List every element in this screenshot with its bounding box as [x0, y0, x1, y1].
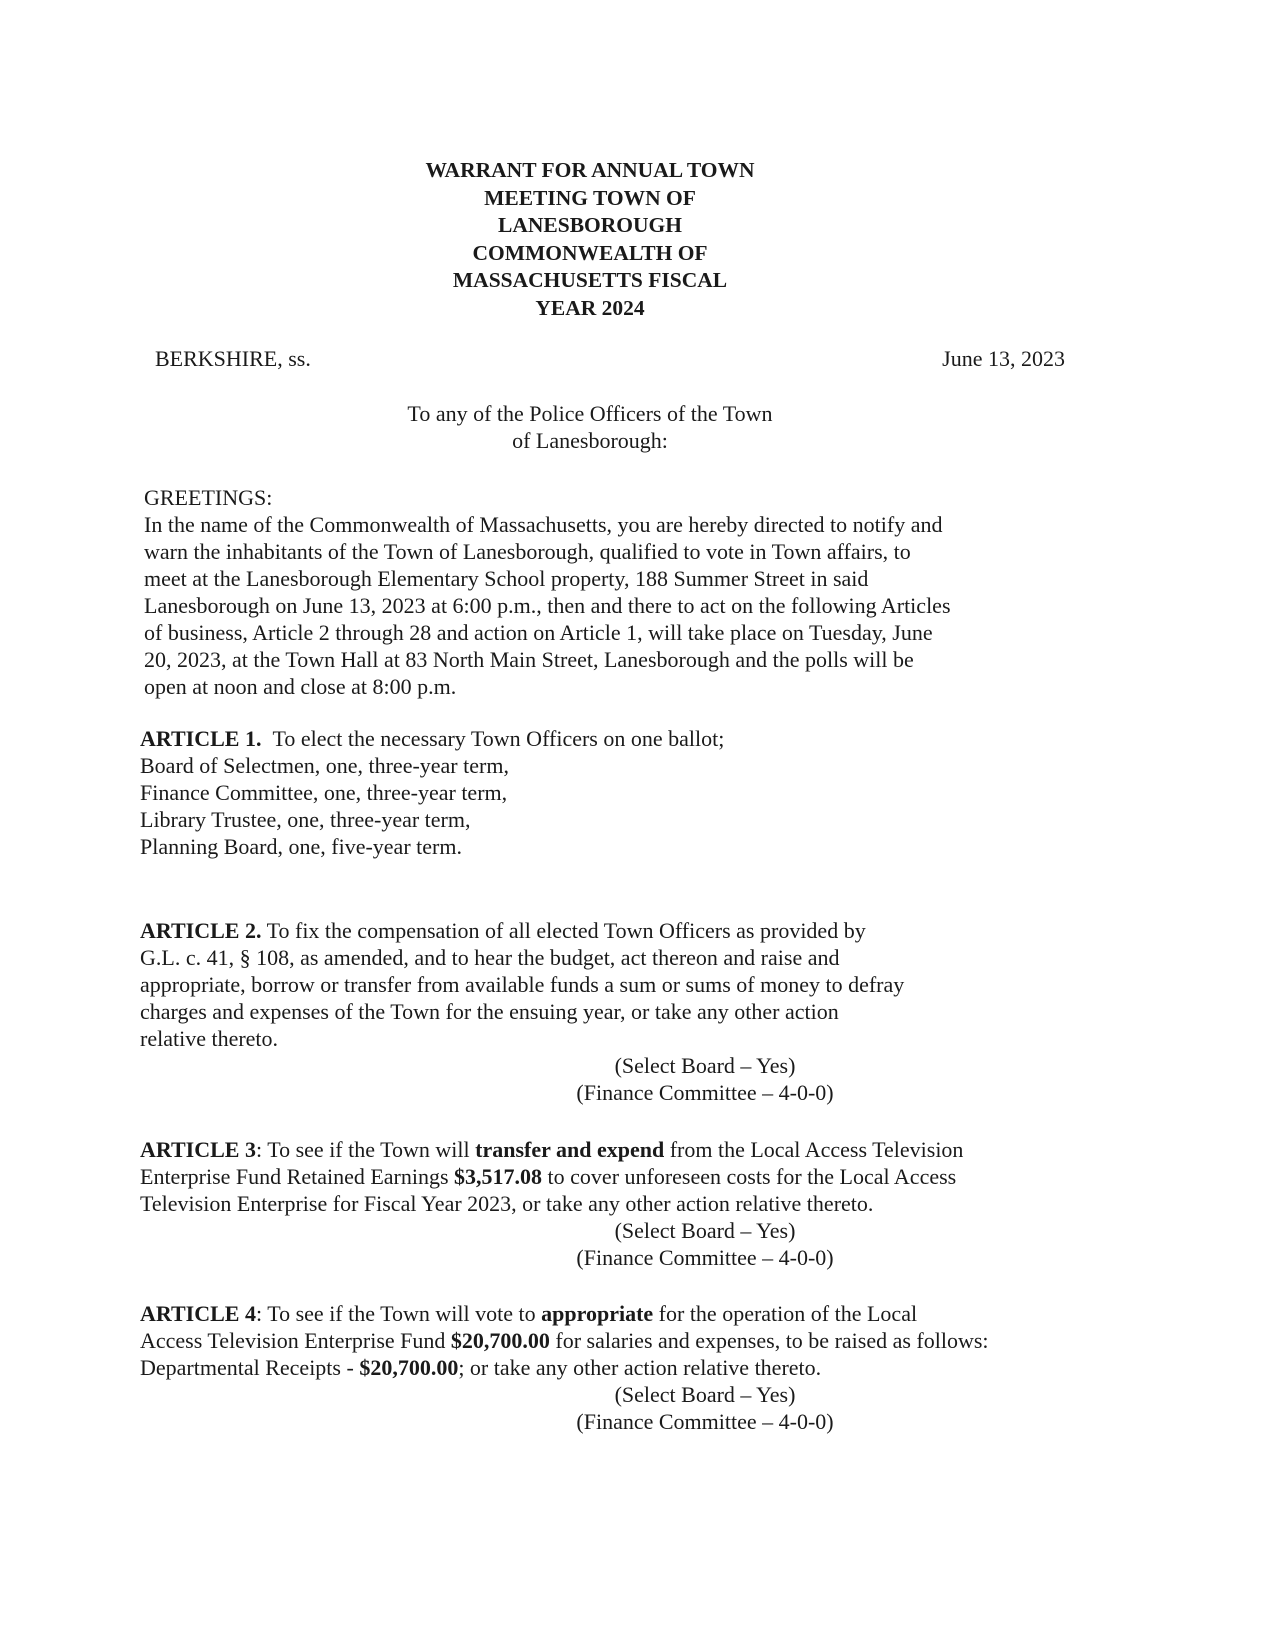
article-4-line — [140, 1354, 1140, 1381]
article-3-heading: ARTICLE 3 — [140, 1137, 256, 1162]
article-1-intro — [140, 725, 1070, 752]
article-2-line: charges and expenses of the Town for the ensuing year, or take any other action — [140, 999, 839, 1024]
title-line: WARRANT FOR ANNUAL TOWN — [425, 158, 755, 182]
article-2-first-line — [140, 917, 1070, 944]
article-4-amount: $20,700.00 — [359, 1355, 459, 1380]
article-4-votes — [140, 1381, 1170, 1435]
article-3-text: Enterprise Fund Retained Earnings — [140, 1164, 455, 1189]
office-item: Planning Board, one, five-year term. — [140, 834, 462, 859]
greeting-text — [144, 511, 1024, 700]
greeting-line: meet at the Lanesborough Elementary School property, 188 Summer Street in said — [144, 566, 869, 591]
finance-committee-vote: (Finance Committee – 4-0-0) — [576, 1245, 834, 1270]
article-3 — [140, 1136, 1140, 1271]
greeting-label: GREETINGS: — [144, 485, 273, 510]
article-2-first-text: To fix the compensation of all elected Town Officers as provided by — [266, 918, 866, 943]
title-line: COMMONWEALTH OF — [472, 240, 708, 265]
article-3-text: from the Local Access Television — [664, 1137, 964, 1162]
article-4-heading: ARTICLE 4 — [140, 1301, 256, 1326]
article-2-line: G.L. c. 41, § 108, as amended, and to hear the budget, act thereon and raise and — [140, 945, 840, 970]
greeting-line: 20, 2023, at the Town Hall at 83 North Main Street, Lanesborough and the polls will be — [144, 647, 914, 672]
select-board-vote: (Select Board – Yes) — [614, 1053, 796, 1078]
article-2-votes — [140, 1052, 1170, 1106]
article-1-heading: ARTICLE 1. — [140, 726, 262, 751]
title-line: YEAR 2024 — [535, 295, 645, 320]
article-3-text: to cover unforeseen costs for the Local Access — [542, 1164, 957, 1189]
article-3-line — [140, 1136, 1140, 1163]
article-2 — [140, 917, 1070, 1106]
greeting-line: In the name of the Commonwealth of Massachusetts, you are hereby directed to notify and — [144, 512, 943, 537]
article-4-text: Departmental Receipts - — [140, 1355, 360, 1380]
addressee — [0, 400, 1180, 454]
office-item: Board of Selectmen, one, three-year term, — [140, 753, 509, 778]
county-label: BERKSHIRE, ss. — [155, 346, 311, 371]
article-2-heading: ARTICLE 2. — [140, 918, 262, 943]
select-board-vote: (Select Board – Yes) — [614, 1218, 796, 1243]
article-1-intro-text: To elect the necessary Town Officers on one ballot; — [272, 726, 725, 751]
document-title — [0, 157, 1180, 322]
article-2-line: relative thereto. — [140, 1026, 279, 1051]
greeting-line: Lanesborough on June 13, 2023 at 6:00 p.m., then and there to act on the following Articles — [144, 593, 951, 618]
article-4-text: ; or take any other action relative thereto. — [458, 1355, 822, 1380]
greeting-line: of business, Article 2 through 28 and action on Article 1, will take place on Tuesday, June — [144, 620, 933, 645]
greeting-line: open at noon and close at 8:00 p.m. — [144, 674, 457, 699]
article-3-text: : To see if the Town will — [255, 1137, 476, 1162]
title-line: LANESBOROUGH — [498, 213, 682, 237]
finance-committee-vote: (Finance Committee – 4-0-0) — [576, 1080, 834, 1105]
article-4-text: for salaries and expenses, to be raised as follows: — [549, 1328, 989, 1353]
title-line: MASSACHUSETTS FISCAL — [452, 268, 728, 292]
article-4-emphasis: appropriate — [541, 1301, 654, 1326]
finance-committee-vote: (Finance Committee – 4-0-0) — [576, 1409, 834, 1434]
addressee-line: of Lanesborough: — [512, 428, 668, 453]
article-3-line — [140, 1163, 1140, 1190]
article-4-text: Access Television Enterprise Fund — [140, 1328, 451, 1353]
article-2-line: appropriate, borrow or transfer from available funds a sum or sums of money to defray — [140, 972, 905, 997]
greeting-section — [144, 484, 1024, 700]
article-3-line: Television Enterprise for Fiscal Year 2023, or take any other action relative thereto. — [140, 1191, 874, 1216]
addressee-line: To any of the Police Officers of the Town — [407, 401, 773, 426]
greeting-line: warn the inhabitants of the Town of Lanesborough, qualified to vote in Town affairs, to — [144, 539, 911, 564]
article-3-emphasis: transfer and expend — [475, 1137, 665, 1162]
office-item: Finance Committee, one, three-year term, — [140, 780, 508, 805]
article-4 — [140, 1300, 1140, 1435]
article-1 — [140, 725, 1070, 860]
article-3-amount: $3,517.08 — [454, 1164, 543, 1189]
article-4-amount: $20,700.00 — [450, 1328, 550, 1353]
office-item: Library Trustee, one, three-year term, — [140, 807, 471, 832]
select-board-vote: (Select Board – Yes) — [614, 1382, 796, 1407]
article-4-text: : To see if the Town will vote to — [255, 1301, 542, 1326]
article-4-line — [140, 1327, 1140, 1354]
warrant-date: June 13, 2023 — [942, 346, 1065, 371]
article-4-line — [140, 1300, 1140, 1327]
article-3-votes — [140, 1217, 1170, 1271]
title-line: MEETING TOWN OF — [484, 185, 696, 210]
article-4-text: for the operation of the Local — [653, 1301, 918, 1326]
